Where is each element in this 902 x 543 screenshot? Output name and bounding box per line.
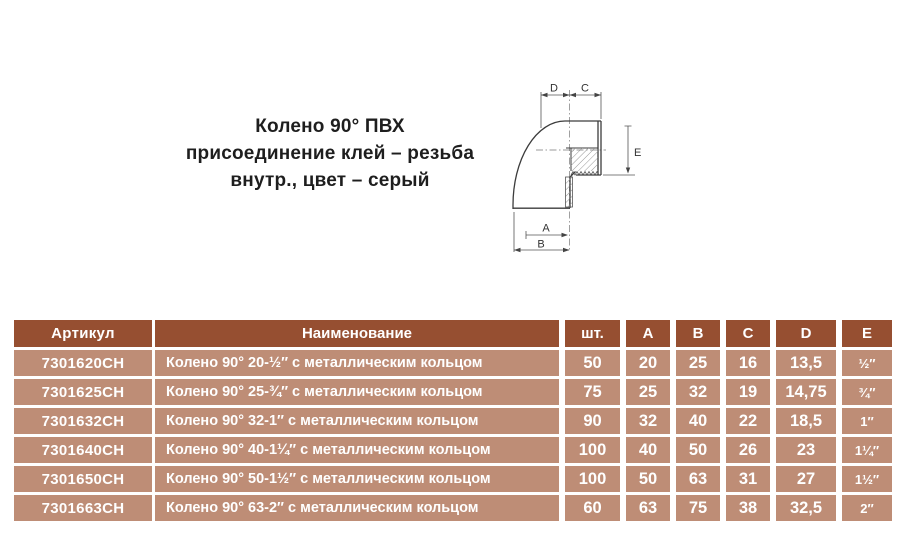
dim-label-e: E [634,147,642,159]
cell-qty: 75 [565,379,620,405]
col-header-a: A [626,320,670,347]
cell-d: 32,5 [776,495,836,521]
cell-article: 7301663CH [14,495,152,521]
cell-qty: 60 [565,495,620,521]
cell-b: 40 [676,408,720,434]
product-subtitle-line1: присоединение клей – резьба [185,143,475,164]
socket-hatch [571,148,598,171]
cell-c: 19 [726,379,770,405]
cell-name: Колено 90° 32-1″ с металлическим кольцом [155,408,559,434]
elbow-technical-drawing [493,80,660,260]
cell-article: 7301625CH [14,379,152,405]
cell-b: 25 [676,350,720,376]
cell-a: 40 [626,437,670,463]
cell-name: Колено 90° 63-2″ с металлическим кольцом [155,495,559,521]
col-header-name: Наименование [155,320,559,347]
cell-d: 27 [776,466,836,492]
table-row [14,437,892,463]
dim-label-b: B [537,238,545,251]
cell-e: 1½″ [842,466,892,492]
dim-label-c: C [581,82,589,95]
cell-c: 31 [726,466,770,492]
dim-label-d: D [550,82,558,95]
cell-a: 32 [626,408,670,434]
cell-name: Колено 90° 50-1½″ с металлическим кольцом [155,466,559,492]
cell-article: 7301650CH [14,466,152,492]
cell-c: 22 [726,408,770,434]
cell-a: 63 [626,495,670,521]
product-table [14,320,892,524]
cell-c: 26 [726,437,770,463]
table-row [14,495,892,521]
cell-c: 38 [726,495,770,521]
cell-qty: 100 [565,437,620,463]
cell-b: 63 [676,466,720,492]
cell-d: 18,5 [776,408,836,434]
cell-d: 14,75 [776,379,836,405]
cell-b: 32 [676,379,720,405]
table-row [14,350,892,376]
col-header-article: Артикул [14,320,152,347]
cell-e: ¾″ [842,379,892,405]
cell-e: 2″ [842,495,892,521]
cell-name: Колено 90° 25-¾″ с металлическим кольцом [155,379,559,405]
cell-a: 25 [626,379,670,405]
cell-b: 75 [676,495,720,521]
wall-hatch [566,177,573,207]
dim-label-a: A [542,222,550,235]
cell-a: 20 [626,350,670,376]
cell-e: 1″ [842,408,892,434]
cell-e: ½″ [842,350,892,376]
cell-article: 7301620CH [14,350,152,376]
product-subtitle-line2: внутр., цвет – серый [230,170,430,191]
cell-c: 16 [726,350,770,376]
cell-qty: 100 [565,466,620,492]
table-row [14,408,892,434]
col-header-d: D [776,320,836,347]
cell-d: 23 [776,437,836,463]
table-row [14,379,892,405]
col-header-e: E [842,320,892,347]
col-header-qty: шт. [565,320,620,347]
table-header-row [14,320,892,347]
cell-b: 50 [676,437,720,463]
cell-e: 1¼″ [842,437,892,463]
table-row [14,466,892,492]
col-header-c: C [726,320,770,347]
cell-name: Колено 90° 40-1¼″ с металлическим кольцом [155,437,559,463]
cell-name: Колено 90° 20-½″ с металлическим кольцом [155,350,559,376]
col-header-b: B [676,320,720,347]
cell-article: 7301640CH [14,437,152,463]
cell-article: 7301632CH [14,408,152,434]
cell-qty: 50 [565,350,620,376]
cell-qty: 90 [565,408,620,434]
cell-a: 50 [626,466,670,492]
product-title: Колено 90° ПВХ [255,116,405,137]
cell-d: 13,5 [776,350,836,376]
product-title-block [172,113,488,194]
